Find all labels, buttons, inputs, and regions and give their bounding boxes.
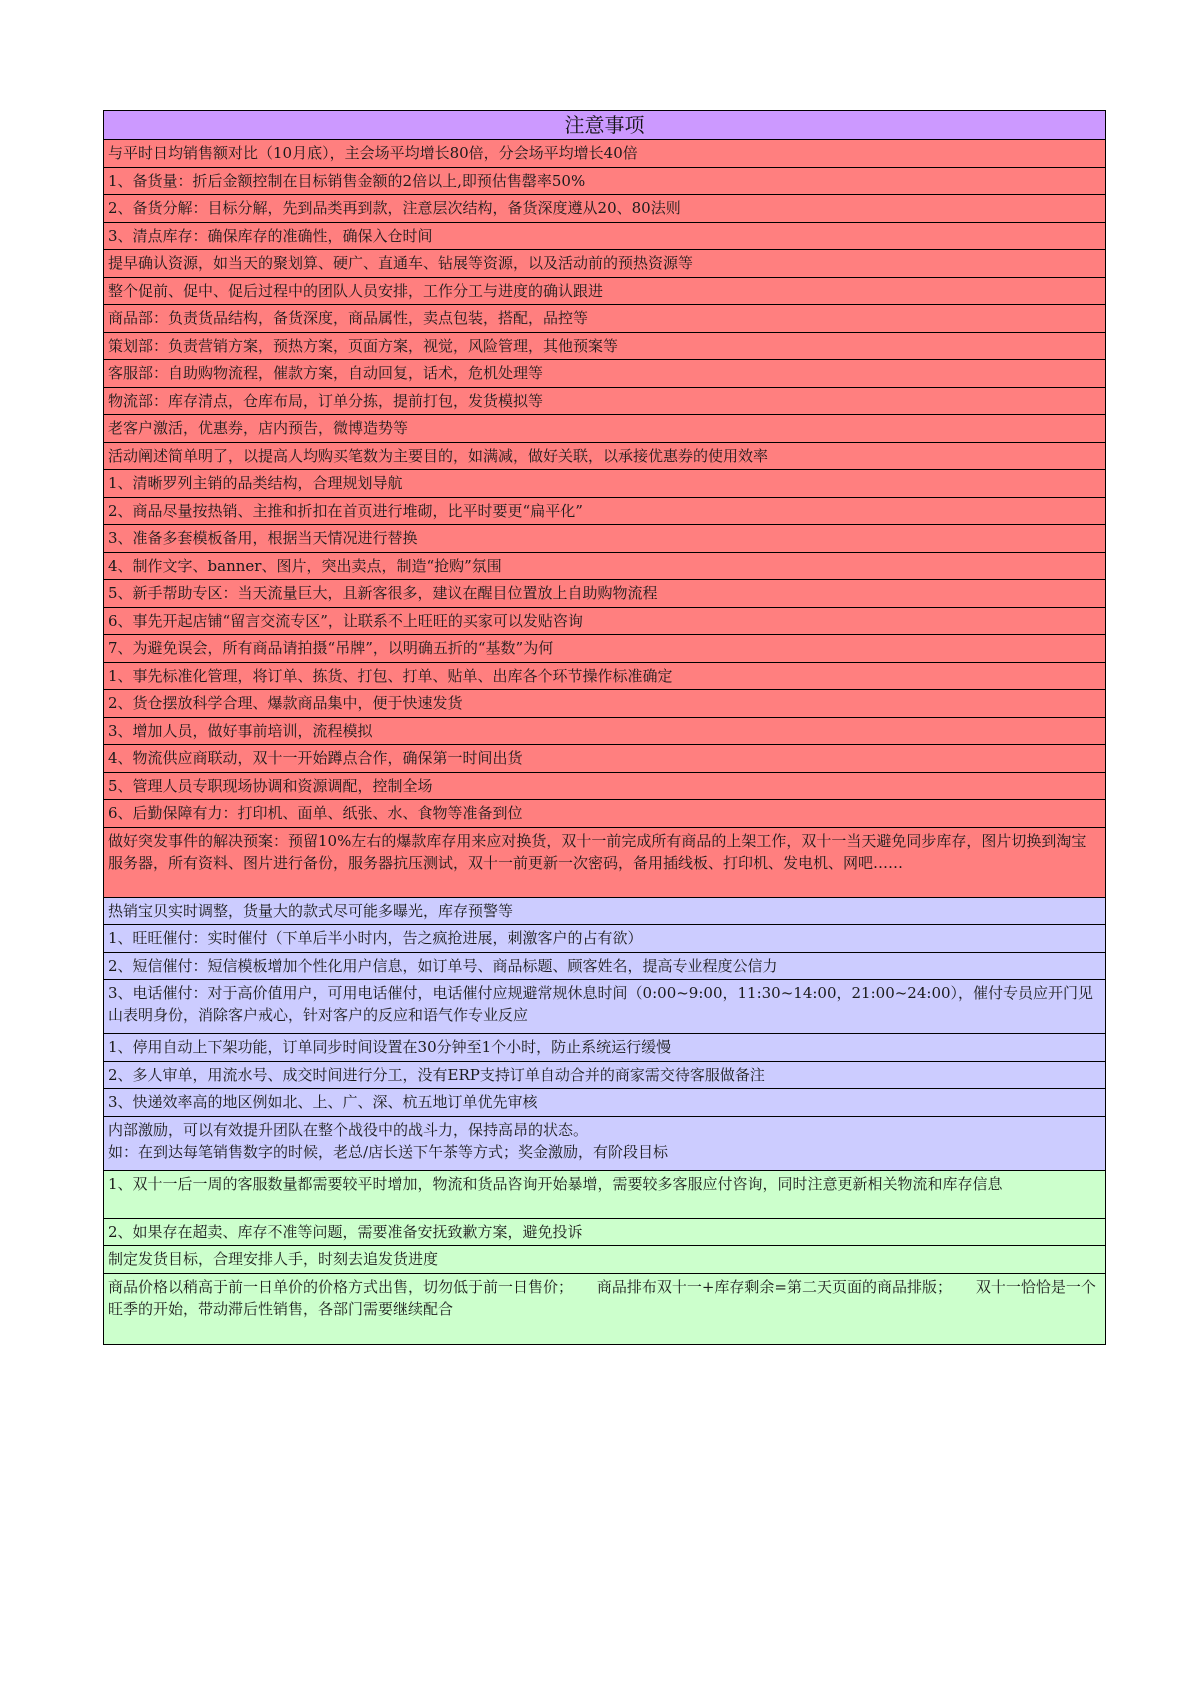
table-row: 1、清晰罗列主销的品类结构，合理规划导航 [104,470,1105,498]
table-row: 3、准备多套模板备用，根据当天情况进行替换 [104,525,1105,553]
table-row: 4、物流供应商联动，双十一开始蹲点合作，确保第一时间出货 [104,745,1105,773]
table-row: 1、事先标准化管理，将订单、拣货、打包、打单、贴单、出库各个环节操作标准确定 [104,663,1105,691]
table-row: 老客户激活，优惠券，店内预告，微博造势等 [104,415,1105,443]
table-row: 3、清点库存：确保库存的准确性，确保入仓时间 [104,223,1105,251]
table-row: 2、货仓摆放科学合理、爆款商品集中，便于快速发货 [104,690,1105,718]
table-row: 7、为避免误会，所有商品请拍摄“吊牌”，以明确五折的“基数”为何 [104,635,1105,663]
table-row: 3、电话催付：对于高价值用户，可用电话催付，电话催付应规避常规休息时间（0:00~9:00，11:30~14:00，21:00~24:00），催付专员应开门见山表明身份，消除客户戒心，针对客户的反应和语气作专业反应 [104,980,1105,1034]
table-row: 6、后勤保障有力：打印机、面单、纸张、水、食物等准备到位 [104,800,1105,828]
table-row: 客服部：自助购物流程，催款方案，自动回复，话术，危机处理等 [104,360,1105,388]
table-title: 注意事项 [104,111,1105,140]
table-row: 1、停用自动上下架功能，订单同步时间设置在30分钟至1个小时，防止系统运行缓慢 [104,1034,1105,1062]
table-row: 热销宝贝实时调整，货量大的款式尽可能多曝光，库存预警等 [104,898,1105,926]
table-row: 活动阐述简单明了，以提高人均购买笔数为主要目的，如满减，做好关联，以承接优惠券的使用效率 [104,443,1105,471]
table-row: 2、如果存在超卖、库存不准等问题，需要准备安抚致歉方案，避免投诉 [104,1219,1105,1247]
table-row: 提早确认资源，如当天的聚划算、硬广、直通车、钻展等资源，以及活动前的预热资源等 [104,250,1105,278]
table-row: 5、新手帮助专区：当天流量巨大，且新客很多，建议在醒目位置放上自助购物流程 [104,580,1105,608]
table-row: 与平时日均销售额对比（10月底），主会场平均增长80倍，分会场平均增长40倍 [104,140,1105,168]
table-row: 5、管理人员专职现场协调和资源调配，控制全场 [104,773,1105,801]
table-row: 3、增加人员，做好事前培训，流程模拟 [104,718,1105,746]
table-row: 4、制作文字、banner、图片，突出卖点，制造“抢购”氛围 [104,553,1105,581]
table-row: 整个促前、促中、促后过程中的团队人员安排，工作分工与进度的确认跟进 [104,278,1105,306]
table-row: 1、旺旺催付：实时催付（下单后半小时内，告之疯抢进展，刺激客户的占有欲） [104,925,1105,953]
table-row: 策划部：负责营销方案，预热方案，页面方案，视觉，风险管理，其他预案等 [104,333,1105,361]
table-row: 2、备货分解：目标分解，先到品类再到款，注意层次结构，备货深度遵从20、80法则 [104,195,1105,223]
table-row: 2、多人审单，用流水号、成交时间进行分工，没有ERP支持订单自动合并的商家需交待客服做备注 [104,1062,1105,1090]
table-row: 2、商品尽量按热销、主推和折扣在首页进行堆砌，比平时要更“扁平化” [104,498,1105,526]
table-row: 3、快递效率高的地区例如北、上、广、深、杭五地订单优先审核 [104,1089,1105,1117]
table-row: 内部激励，可以有效提升团队在整个战役中的战斗力，保持高昂的状态。 如：在到达每笔销售数字的时候，老总/店长送下午茶等方式；奖金激励，有阶段目标 [104,1117,1105,1171]
table-row: 物流部：库存清点，仓库布局，订单分拣，提前打包，发货模拟等 [104,388,1105,416]
notes-table [103,110,1106,1345]
table-row: 商品价格以稍高于前一日单价的价格方式出售，切勿低于前一日售价； 商品排布双十一+库存剩余=第二天页面的商品排版； 双十一恰恰是一个旺季的开始，带动滞后性销售，各部门需要继续配合 [104,1274,1105,1344]
table-row: 1、双十一后一周的客服数量都需要较平时增加，物流和货品咨询开始暴增，需要较多客服应付咨询，同时注意更新相关物流和库存信息 [104,1171,1105,1219]
table-row: 商品部：负责货品结构，备货深度，商品属性，卖点包装，搭配，品控等 [104,305,1105,333]
table-row: 2、短信催付：短信模板增加个性化用户信息，如订单号、商品标题、顾客姓名，提高专业程度公信力 [104,953,1105,981]
table-body [104,140,1105,1344]
table-row: 做好突发事件的解决预案：预留10%左右的爆款库存用来应对换货，双十一前完成所有商品的上架工作，双十一当天避免同步库存，图片切换到淘宝服务器，所有资料、图片进行备份，服务器抗压测试，双十一前更新一次密码，备用插线板、打印机、发电机、网吧…… [104,828,1105,898]
table-row: 制定发货目标，合理安排人手，时刻去追发货进度 [104,1246,1105,1274]
table-row: 1、备货量：折后金额控制在目标销售金额的2倍以上,即预估售罄率50% [104,168,1105,196]
table-row: 6、事先开起店铺“留言交流专区”，让联系不上旺旺的买家可以发贴咨询 [104,608,1105,636]
